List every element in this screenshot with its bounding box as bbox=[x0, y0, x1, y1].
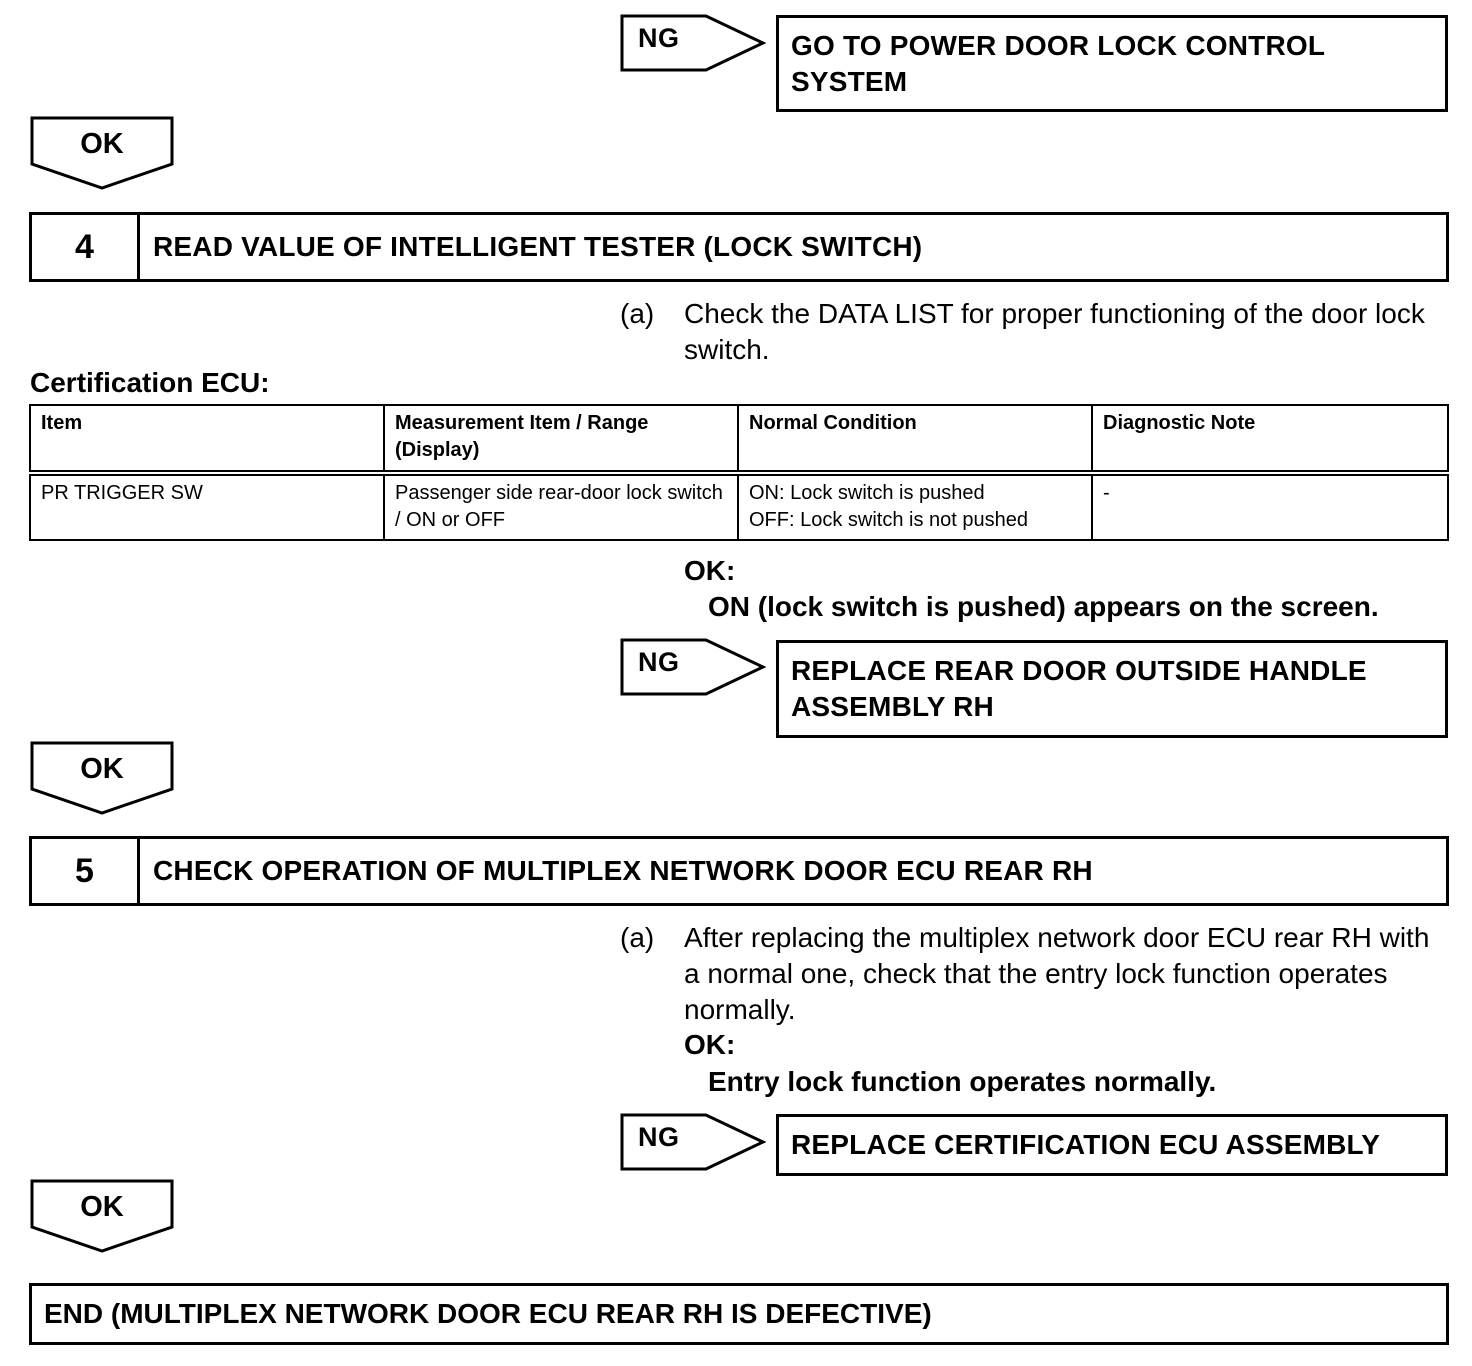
ng-label: NG bbox=[638, 1122, 680, 1152]
ok-label: OK bbox=[80, 753, 124, 785]
table-header-cell: Measurement Item / Range (Display) bbox=[384, 405, 738, 473]
ok-tag-2 bbox=[30, 741, 174, 815]
table-header-cell: Normal Condition bbox=[738, 405, 1092, 473]
data-list-table bbox=[29, 404, 1449, 541]
table-cell-item: PR TRIGGER SW bbox=[30, 473, 384, 540]
instruction-text: Check the DATA LIST for proper functioning of the door lock switch. bbox=[684, 298, 1425, 365]
ng-result-text: GO TO POWER DOOR LOCK CONTROL SYSTEM bbox=[791, 30, 1325, 97]
ng-result-box-3 bbox=[776, 1114, 1448, 1176]
step-number: 5 bbox=[32, 839, 140, 903]
table-header-cell: Item bbox=[30, 405, 384, 473]
ok-statement: Entry lock function operates normally. bbox=[708, 1066, 1217, 1097]
table-caption: Certification ECU: bbox=[30, 367, 270, 398]
table-header-cell: Diagnostic Note bbox=[1092, 405, 1448, 473]
normal-condition-line: OFF: Lock switch is not pushed bbox=[749, 509, 1029, 531]
ok-tag-1 bbox=[30, 116, 174, 190]
ng-label: NG bbox=[638, 23, 680, 53]
ok-label: OK bbox=[80, 128, 124, 160]
ok-heading: OK: bbox=[684, 1029, 736, 1060]
normal-condition-line: ON: Lock switch is pushed bbox=[749, 482, 985, 504]
data-list-table-wrap bbox=[29, 404, 1449, 541]
ok-label: OK bbox=[80, 1191, 124, 1223]
ok-heading: OK: bbox=[684, 555, 736, 586]
step-number: 4 bbox=[32, 215, 140, 279]
ng-tag-2 bbox=[620, 638, 766, 696]
ng-result-box-1 bbox=[776, 15, 1448, 112]
ng-tag-1 bbox=[620, 14, 766, 72]
table-row bbox=[30, 473, 1448, 540]
ng-result-text: REPLACE CERTIFICATION ECU ASSEMBLY bbox=[791, 1129, 1381, 1160]
step-5-header bbox=[29, 836, 1449, 906]
ng-result-text: REPLACE REAR DOOR OUTSIDE HANDLE ASSEMBLY RH bbox=[791, 655, 1367, 722]
table-cell-normal-condition bbox=[738, 473, 1092, 540]
step-title: CHECK OPERATION OF MULTIPLEX NETWORK DOOR ECU REAR RH bbox=[153, 855, 1093, 886]
end-text: END (MULTIPLEX NETWORK DOOR ECU REAR RH IS DEFECTIVE) bbox=[44, 1298, 932, 1329]
ok-statement: ON (lock switch is pushed) appears on the screen. bbox=[708, 591, 1379, 622]
table-header-row bbox=[30, 405, 1448, 473]
instruction-mark: (a) bbox=[620, 298, 655, 329]
ng-tag-3 bbox=[620, 1113, 766, 1171]
ng-label: NG bbox=[638, 647, 680, 677]
instruction-mark: (a) bbox=[620, 922, 655, 953]
instruction-text: After replacing the multiplex network door ECU rear RH with a normal one, check that the entry lock function operates normally. bbox=[684, 922, 1430, 1025]
step-4-instruction bbox=[620, 296, 1450, 370]
step-5-instruction bbox=[620, 920, 1450, 1030]
table-cell-measurement: Passenger side rear-door lock switch / ON or OFF bbox=[384, 473, 738, 540]
ng-result-box-2 bbox=[776, 640, 1448, 738]
ok-tag-3 bbox=[30, 1179, 174, 1253]
table-cell-note: - bbox=[1092, 473, 1448, 540]
step-4-header bbox=[29, 212, 1449, 282]
step-title: READ VALUE OF INTELLIGENT TESTER (LOCK SWITCH) bbox=[153, 231, 923, 262]
end-box bbox=[29, 1283, 1449, 1345]
